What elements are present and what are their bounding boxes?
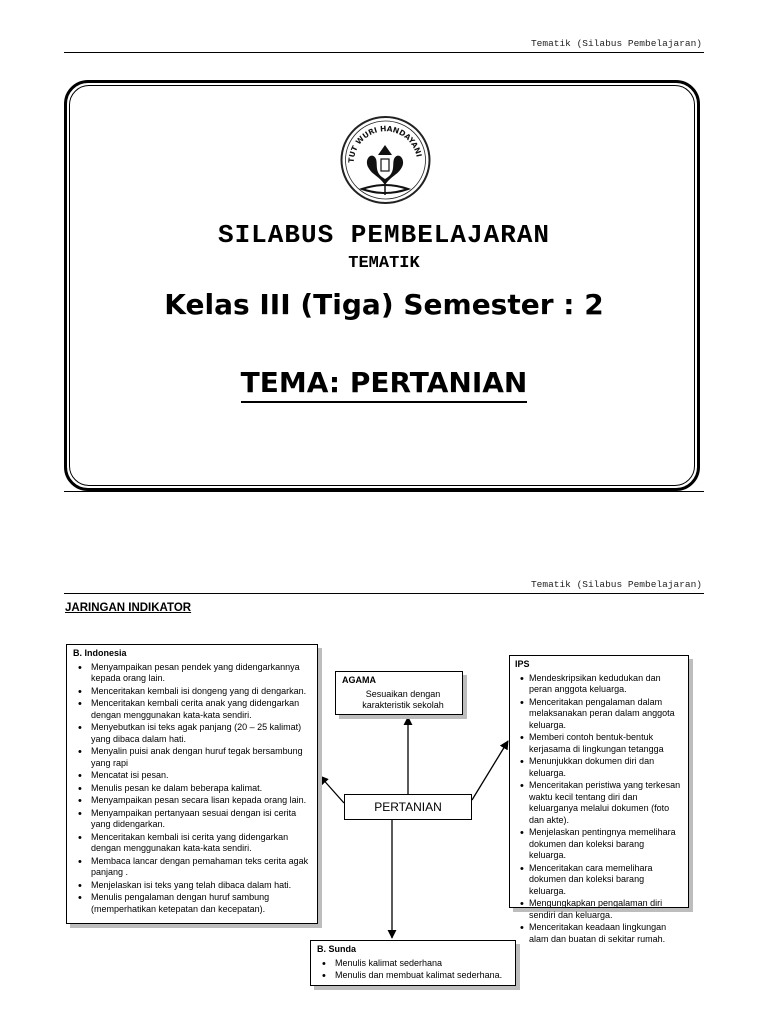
list-item: • Menulis kalimat sederhana — [317, 958, 509, 970]
list-item: • Menyebutkan isi teks agak panjang (20 – 25 kalimat) yang dibaca dalam hati. — [73, 722, 311, 745]
bindonesia-title: B. Indonesia — [73, 648, 127, 658]
running-header-page2: Tematik (Silabus Pembelajaran) — [530, 579, 702, 590]
list-item: • Menceritakan pengalaman dalam melaksanakan peran dalam anggota keluarga. — [515, 697, 683, 732]
section-heading: JARINGAN INDIKATOR — [65, 602, 192, 614]
center-theme-box: PERTANIAN — [344, 794, 472, 820]
ips-title: IPS — [515, 659, 530, 669]
list-item: • Menceritakan kembali isi dongeng yang di dengarkan. — [73, 686, 311, 698]
list-item: • Membaca lancar dengan pemahaman teks cerita agak panjang . — [73, 856, 311, 879]
list-item: • Menceritakan keadaan lingkungan alam dan buatan di sekitar rumah. — [515, 922, 683, 945]
sunda-title: B. Sunda — [317, 944, 357, 954]
agama-description: Sesuaikan dengan karakteristik sekolah — [362, 688, 444, 711]
list-item: • Menjelaskan isi teks yang telah dibaca dalam hati. — [73, 880, 311, 892]
ips-list — [515, 673, 683, 946]
list-item: • Menyalin puisi anak dengan huruf tegak bersambung yang rapi — [73, 746, 311, 769]
agama-title: AGAMA — [342, 675, 376, 685]
agama-box — [335, 671, 463, 715]
list-item: • Menceritakan kembali isi cerita yang didengarkan dengan menggunakan kata-kata sendiri. — [73, 832, 311, 855]
list-item: • Mengungkapkan pengalaman diri sendiri dan keluarga. — [515, 898, 683, 921]
cover-theme-text: TEMA: PERTANIAN — [241, 366, 528, 403]
list-item: • Menyampaikan pesan pendek yang didengarkannya kepada orang lain. — [73, 662, 311, 685]
bindonesia-box — [66, 644, 318, 924]
list-item: • Menceritakan cara memelihara dokumen dan koleksi barang keluarga. — [515, 863, 683, 898]
list-item: • Menunjukkan dokumen diri dan keluarga. — [515, 756, 683, 779]
cover-subtitle: TEMATIK — [348, 254, 420, 273]
list-item: • Menceritakan kembali cerita anak yang didengarkan dengan menggunakan kata-kata sendiri. — [73, 698, 311, 721]
sunda-list — [317, 958, 509, 982]
list-item: • Menulis dan membuat kalimat sederhana. — [317, 970, 509, 982]
list-item: • Mencatat isi pesan. — [73, 770, 311, 782]
list-item: • Menyampaikan pertanyaan sesuai dengan isi cerita yang didengarkan. — [73, 808, 311, 831]
list-item: • Memberi contoh bentuk-bentuk kerjasama di lingkungan tetangga — [515, 732, 683, 755]
sunda-box — [310, 940, 516, 986]
list-item: • Menulis pengalaman dengan huruf sambung (memperhatikan ketepatan dan kecepatan). — [73, 892, 311, 915]
arrow-to-ips — [472, 741, 508, 800]
list-item: • Menjelaskan pentingnya memelihara dokumen dan koleksi barang keluarga. — [515, 827, 683, 862]
cover-title: SILABUS PEMBELAJARAN — [217, 220, 551, 250]
list-item: • Menyampaikan pesan secara lisan kepada orang lain. — [73, 795, 311, 807]
bindonesia-list — [73, 662, 311, 916]
svg-text:TUT WURI HANDAYANI: TUT WURI HANDAYANI — [346, 124, 424, 164]
list-item: • Mendeskripsikan kedudukan dan peran anggota keluarga. — [515, 673, 683, 696]
cover-class-line: Kelas III (Tiga) Semester : 2 — [164, 288, 604, 321]
ips-box — [509, 655, 689, 944]
running-header: Tematik (Silabus Pembelajaran) — [530, 38, 702, 49]
arrow-to-bindonesia — [320, 776, 344, 803]
list-item: • Menulis pesan ke dalam beberapa kalimat. — [73, 783, 311, 795]
list-item: • Menceritakan peristiwa yang terkesan waktu kecil tentang diri dan keluarganya melalui dokumen (foto dan akte). — [515, 780, 683, 826]
